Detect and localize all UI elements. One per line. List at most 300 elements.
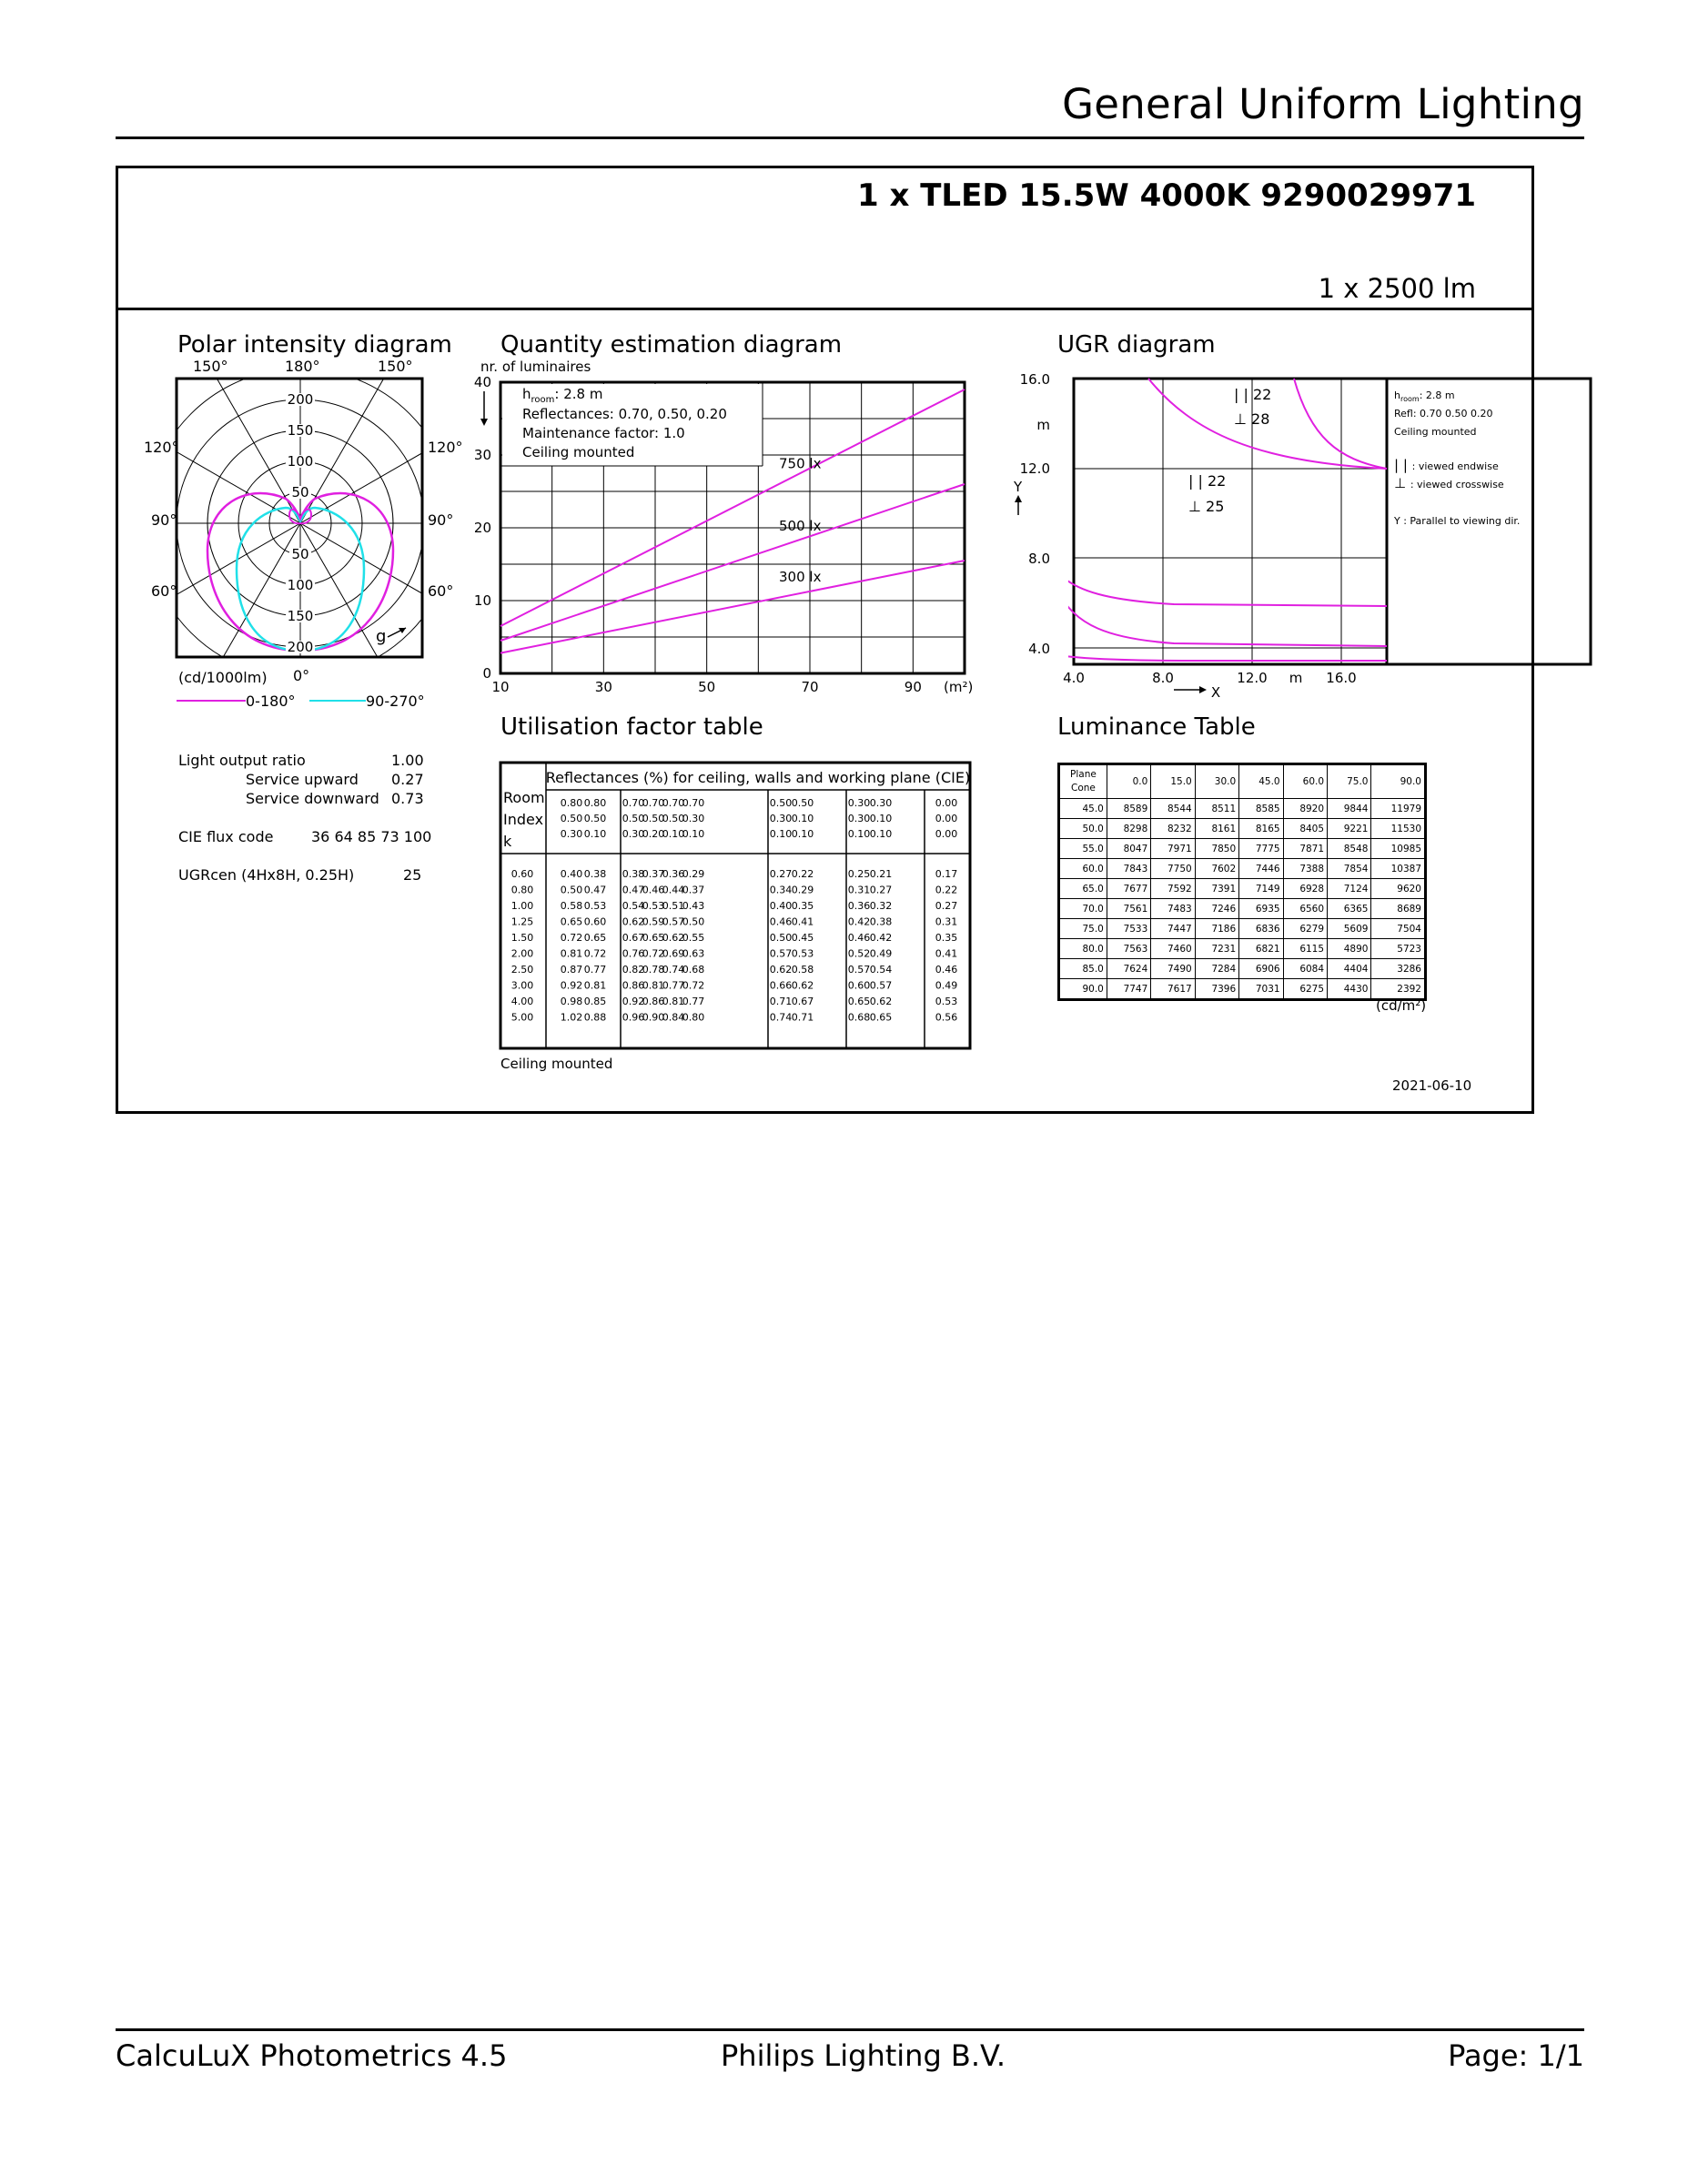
polar-diagram <box>136 355 482 719</box>
uf-cell: 0.69 <box>662 947 685 960</box>
frame-divider <box>116 308 1534 310</box>
quantity-y-tick: 0 <box>482 665 491 682</box>
polar-left-label: 60° <box>151 582 177 600</box>
luminance-cell: 8232 <box>1151 819 1195 839</box>
luminance-row <box>1059 899 1426 919</box>
uf-cell: 0.17 <box>935 868 958 880</box>
luminance-cell: 7843 <box>1107 859 1150 879</box>
uf-reflectance: 0.30 <box>560 828 583 840</box>
uf-reflectance: 0.10 <box>662 828 685 840</box>
ugr-y-tick: 16.0 <box>1019 371 1050 388</box>
luminance-cell: 6115 <box>1283 939 1327 959</box>
uf-cell: 0.71 <box>769 996 793 1007</box>
uf-reflectance: 0.30 <box>847 797 871 809</box>
luminance-cell: 8405 <box>1283 819 1327 839</box>
luminance-row <box>1059 939 1426 959</box>
info-reflectances: Reflectances: 0.70, 0.50, 0.20 <box>522 406 727 422</box>
uf-cell: 0.50 <box>769 932 793 944</box>
uf-cell: 0.81 <box>560 947 583 960</box>
ugr-x-tick: 12.0 <box>1237 670 1268 686</box>
luminance-cell: 7231 <box>1195 939 1238 959</box>
uf-cell: 1.50 <box>510 932 534 944</box>
uf-cell: 0.57 <box>847 964 871 976</box>
luminance-cell: 10985 <box>1371 839 1426 859</box>
uf-cell: 0.40 <box>560 868 583 880</box>
luminance-cell: 9844 <box>1328 799 1371 819</box>
uf-reflectance: 0.50 <box>560 813 583 824</box>
uf-cell: 0.57 <box>769 947 793 960</box>
polar-g-label: g <box>376 627 387 646</box>
report-date: 2021-06-10 <box>1392 1077 1472 1094</box>
luminance-cell: 7602 <box>1195 859 1238 879</box>
uf-cell: 0.77 <box>682 996 705 1007</box>
luminance-cell: 9620 <box>1371 879 1426 899</box>
luminance-col-header: 30.0 <box>1195 764 1238 799</box>
luminance-cell: 7447 <box>1151 919 1195 939</box>
uf-cell: 0.46 <box>769 915 793 928</box>
quantity-series-line <box>500 561 965 653</box>
uf-cell: 0.82 <box>622 964 645 976</box>
uf-reflectance: 0.30 <box>622 828 645 840</box>
luminance-cell: 6935 <box>1239 899 1283 919</box>
uf-reflectance: 0.70 <box>622 797 645 809</box>
luminance-cell: 7775 <box>1239 839 1283 859</box>
ugr-crosswise-2: ⊥ 25 <box>1188 498 1225 515</box>
uf-cell: 0.37 <box>642 868 665 880</box>
luminance-cell: 7504 <box>1371 919 1426 939</box>
uf-cell: 0.90 <box>642 1011 665 1024</box>
kv-value: 25 <box>403 866 422 884</box>
uf-cell: 0.67 <box>791 996 814 1007</box>
kv-label: UGRcen (4Hx8H, 0.25H) <box>178 866 355 884</box>
uf-cell: 0.46 <box>847 932 871 944</box>
luminance-col-header: 15.0 <box>1151 764 1195 799</box>
legend-label-0-180: 0-180° <box>246 693 296 710</box>
uf-cell: 0.80 <box>510 884 534 896</box>
ugr-legend-mount: Ceiling mounted <box>1394 426 1477 438</box>
luminance-cell: 8589 <box>1107 799 1150 819</box>
uf-reflectance: 0.30 <box>869 797 893 809</box>
footer-rule <box>116 2028 1584 2031</box>
uf-cell: 0.49 <box>935 979 958 992</box>
luminance-cell: 7850 <box>1195 839 1238 859</box>
polar-right-label: 90° <box>428 511 454 529</box>
uf-cell: 0.72 <box>642 947 665 960</box>
uf-cell: 0.72 <box>583 947 607 960</box>
info-mount: Ceiling mounted <box>522 444 635 460</box>
kv-label: Service downward <box>246 790 379 807</box>
luminance-cell: 7592 <box>1151 879 1195 899</box>
ugr-y-unit: m <box>1036 417 1050 433</box>
luminance-corner: Plane Cone <box>1059 764 1107 799</box>
polar-ring-label: 100 <box>287 577 314 593</box>
luminance-col-header: 0.0 <box>1107 764 1150 799</box>
quantity-title: Quantity estimation diagram <box>500 331 843 359</box>
product-title: 1 x TLED 15.5W 4000K 9290029971 <box>856 177 1476 214</box>
uf-cell: 0.53 <box>791 947 814 960</box>
ugr-y-axis-label: Y <box>1014 479 1023 495</box>
uf-cell: 0.86 <box>642 996 665 1007</box>
uf-cell: 0.41 <box>791 915 814 928</box>
uf-cell: 0.60 <box>510 868 534 880</box>
uf-cell: 0.77 <box>662 979 685 992</box>
luminance-cell: 8689 <box>1371 899 1426 919</box>
luminance-cell: 7750 <box>1151 859 1195 879</box>
uf-cell: 0.55 <box>682 932 705 944</box>
luminance-cell: 4404 <box>1328 959 1371 979</box>
footer-software: CalcuLuX Photometrics 4.5 <box>116 2038 508 2073</box>
polar-ring-label: 200 <box>287 391 314 408</box>
ugr-legend-crosswise: ⊥ : viewed crosswise <box>1394 475 1504 491</box>
uf-cell: 0.84 <box>662 1011 685 1024</box>
luminance-cell: 6821 <box>1239 939 1283 959</box>
quantity-series-label: 300 lx <box>779 569 822 586</box>
uf-cell: 0.80 <box>682 1011 705 1024</box>
luminance-cell: 8298 <box>1107 819 1150 839</box>
uf-reflectance: 0.50 <box>791 797 814 809</box>
luminance-cell: 75.0 <box>1059 919 1107 939</box>
uf-cell: 0.52 <box>847 947 871 960</box>
uf-cell: 0.32 <box>869 900 893 912</box>
luminance-cell: 5609 <box>1328 919 1371 939</box>
uf-cell: 0.42 <box>847 915 871 928</box>
ugr-crosswise-1: ⊥ 28 <box>1234 410 1270 428</box>
ugr-x-tick: 16.0 <box>1326 670 1357 686</box>
luminance-cell: 50.0 <box>1059 819 1107 839</box>
info-hroom: $h_{room}$: 2.8 m <box>522 386 603 405</box>
uf-reflectance: 0.50 <box>583 813 607 824</box>
uf-cell: 4.00 <box>510 996 534 1007</box>
luminance-cell: 6928 <box>1283 879 1327 899</box>
uf-cell: 0.21 <box>869 868 893 880</box>
luminance-cell: 11979 <box>1371 799 1426 819</box>
uf-cell: 2.50 <box>510 964 534 976</box>
luminance-row <box>1059 859 1426 879</box>
ugr-legend-endwise: | | : viewed endwise <box>1394 457 1499 473</box>
uf-cell: 0.36 <box>847 900 871 912</box>
uf-reflectance: 0.10 <box>791 828 814 840</box>
uf-cell: 0.47 <box>622 884 645 896</box>
uf-cell: 0.81 <box>583 979 607 992</box>
uf-cell: 0.27 <box>869 884 893 896</box>
luminance-cell: 7460 <box>1151 939 1195 959</box>
ugr-legend-refl: Refl: 0.70 0.50 0.20 <box>1394 408 1493 420</box>
uf-cell: 1.00 <box>510 900 534 912</box>
polar-right-label: 60° <box>428 582 454 600</box>
uf-cell: 0.98 <box>560 996 583 1007</box>
luminance-cell: 55.0 <box>1059 839 1107 859</box>
uf-room-label: k <box>503 833 512 850</box>
luminance-cell: 5723 <box>1371 939 1426 959</box>
uf-cell: 3.00 <box>510 979 534 992</box>
lumen-output: 1 x 2500 lm <box>1318 273 1476 304</box>
ugr-legend-parallel: Y : Parallel to viewing dir. <box>1394 515 1521 527</box>
uf-reflectance: 0.30 <box>682 813 705 824</box>
uf-cell: 0.38 <box>622 868 645 880</box>
luminance-row <box>1059 919 1426 939</box>
uf-cell: 0.56 <box>935 1011 958 1024</box>
uf-reflectance: 0.30 <box>769 813 793 824</box>
luminance-cell: 3286 <box>1371 959 1426 979</box>
uf-reflectance: 0.50 <box>769 797 793 809</box>
luminance-cell: 10387 <box>1371 859 1426 879</box>
uf-cell: 0.45 <box>791 932 814 944</box>
luminance-cell: 7246 <box>1195 899 1238 919</box>
uf-reflectance: 0.10 <box>869 828 893 840</box>
luminance-cell: 6836 <box>1239 919 1283 939</box>
uf-cell: 0.92 <box>622 996 645 1007</box>
luminance-cell: 7490 <box>1151 959 1195 979</box>
luminance-header-row <box>1059 764 1426 799</box>
ugr-curve <box>1057 571 1387 606</box>
ugr-chart <box>1010 364 1521 701</box>
uf-cell: 0.65 <box>869 1011 893 1024</box>
uf-reflectance: 0.70 <box>682 797 705 809</box>
luminance-cell: 8047 <box>1107 839 1150 859</box>
polar-ring-label: 150 <box>287 608 314 624</box>
kv-value: 36 64 85 73 100 <box>311 828 432 845</box>
uf-cell: 0.62 <box>869 996 893 1007</box>
luminance-cell: 7561 <box>1107 899 1150 919</box>
polar-ring-label: 100 <box>287 453 314 470</box>
uf-cell: 0.57 <box>662 915 685 928</box>
uf-cell: 0.71 <box>791 1011 814 1024</box>
uf-reflectance: 0.00 <box>935 828 958 840</box>
polar-zero-label: 0° <box>293 667 310 684</box>
uf-reflectance: 0.00 <box>935 813 958 824</box>
uf-cell: 0.50 <box>560 884 583 896</box>
uf-cell: 0.86 <box>622 979 645 992</box>
polar-ring-label: 150 <box>287 422 314 439</box>
polar-left-label: 90° <box>151 511 177 529</box>
quantity-y-tick: 10 <box>473 592 491 609</box>
uf-cell: 0.31 <box>935 915 958 928</box>
uf-reflectance: 0.30 <box>847 813 871 824</box>
uf-cell: 0.66 <box>769 979 793 992</box>
uf-reflectance: 0.20 <box>642 828 665 840</box>
uf-cell: 0.54 <box>622 900 645 912</box>
uf-cell: 0.34 <box>769 884 793 896</box>
ugr-curve <box>1057 655 1387 661</box>
uf-cell: 0.92 <box>560 979 583 992</box>
luminance-cell: 7871 <box>1283 839 1327 859</box>
uf-cell: 0.36 <box>662 868 685 880</box>
footer-page: Page: 1/1 <box>1448 2038 1584 2073</box>
kv-label: CIE flux code <box>178 828 274 845</box>
luminance-cell: 7124 <box>1328 879 1371 899</box>
uf-cell: 0.46 <box>935 964 958 976</box>
polar-ring-label: 50 <box>291 546 309 562</box>
uf-cell: 0.38 <box>583 868 607 880</box>
uf-cell: 0.53 <box>935 996 958 1007</box>
luminance-cell: 4430 <box>1328 979 1371 1000</box>
legend-label-90-270: 90-270° <box>366 693 425 710</box>
uf-header: Reflectances (%) for ceiling, walls and working plane (CIE) <box>545 769 971 786</box>
kv-value: 0.73 <box>391 790 424 807</box>
luminance-cell: 7388 <box>1283 859 1327 879</box>
uf-cell: 0.85 <box>583 996 607 1007</box>
kv-label: Light output ratio <box>178 752 306 769</box>
quantity-y-tick: 40 <box>473 374 491 390</box>
uf-cell: 0.72 <box>560 932 583 944</box>
uf-cell: 0.40 <box>769 900 793 912</box>
polar-top-label: 150° <box>378 358 413 375</box>
luminance-cell: 7971 <box>1151 839 1195 859</box>
uf-reflectance: 0.10 <box>769 828 793 840</box>
uf-cell: 0.87 <box>560 964 583 976</box>
uf-cell: 0.31 <box>847 884 871 896</box>
luminance-cell: 85.0 <box>1059 959 1107 979</box>
polar-left-label: 120° <box>144 439 179 456</box>
utilisation-title: Utilisation factor table <box>500 713 763 741</box>
polar-ring-label: 50 <box>291 484 309 500</box>
ugr-x-axis-label: X <box>1210 684 1221 701</box>
uf-reflectance: 0.70 <box>662 797 685 809</box>
luminance-row <box>1059 879 1426 899</box>
luminance-col-header: 90.0 <box>1371 764 1426 799</box>
uf-reflectance: 0.10 <box>869 813 893 824</box>
luminance-cell: 7186 <box>1195 919 1238 939</box>
luminance-cell: 60.0 <box>1059 859 1107 879</box>
uf-cell: 0.74 <box>769 1011 793 1024</box>
uf-cell: 2.00 <box>510 947 534 960</box>
uf-cell: 0.22 <box>935 884 958 896</box>
uf-cell: 1.02 <box>560 1011 583 1024</box>
page-header-title: General Uniform Lighting <box>1062 80 1584 128</box>
luminance-title: Luminance Table <box>1057 713 1256 741</box>
uf-reflectance: 0.10 <box>847 828 871 840</box>
quantity-y-tick: 20 <box>473 520 491 536</box>
uf-cell: 0.41 <box>935 947 958 960</box>
luminance-cell: 2392 <box>1371 979 1426 1000</box>
quantity-y-tick: 30 <box>473 447 491 463</box>
uf-cell: 0.76 <box>622 947 645 960</box>
luminance-cell: 7624 <box>1107 959 1150 979</box>
ugr-legend-hroom: $h_{room}$: 2.8 m <box>1394 389 1455 403</box>
uf-cell: 0.44 <box>662 884 685 896</box>
luminance-cell: 65.0 <box>1059 879 1107 899</box>
quantity-chart <box>473 373 983 701</box>
uf-reflectance: 0.50 <box>622 813 645 824</box>
luminance-cell: 7149 <box>1239 879 1283 899</box>
quantity-series-label: 750 lx <box>779 455 822 472</box>
ugr-x-arrowhead <box>1199 686 1207 693</box>
luminance-cell: 8548 <box>1328 839 1371 859</box>
luminance-cell: 7747 <box>1107 979 1150 1000</box>
luminance-cell: 7677 <box>1107 879 1150 899</box>
uf-cell: 0.77 <box>583 964 607 976</box>
luminance-cell: 7617 <box>1151 979 1195 1000</box>
uf-cell: 0.65 <box>847 996 871 1007</box>
x-unit: (m²) <box>944 679 974 695</box>
polar-right-label: 120° <box>428 439 463 456</box>
uf-cell: 0.81 <box>662 996 685 1007</box>
luminance-cell: 9221 <box>1328 819 1371 839</box>
uf-reflectance: 0.10 <box>682 828 705 840</box>
ugr-y-tick: 8.0 <box>1028 551 1050 567</box>
quantity-x-tick: 30 <box>594 679 612 695</box>
uf-cell: 0.38 <box>869 915 893 928</box>
uf-cell: 0.29 <box>791 884 814 896</box>
luminance-cell: 90.0 <box>1059 979 1107 1000</box>
uf-cell: 0.50 <box>682 915 705 928</box>
uf-cell: 0.58 <box>560 900 583 912</box>
quantity-y-label: nr. of luminaires <box>480 359 591 375</box>
uf-cell: 0.78 <box>642 964 665 976</box>
kv-value: 1.00 <box>391 752 424 769</box>
luminance-cell: 80.0 <box>1059 939 1107 959</box>
luminance-cell: 6084 <box>1283 959 1327 979</box>
uf-reflectance: 0.50 <box>642 813 665 824</box>
quantity-x-tick: 90 <box>904 679 922 695</box>
luminance-cell: 7563 <box>1107 939 1150 959</box>
uf-cell: 0.59 <box>642 915 665 928</box>
luminance-col-header: 75.0 <box>1328 764 1371 799</box>
uf-room-label: Room <box>503 789 545 806</box>
y-arrowhead <box>480 419 488 426</box>
luminance-cell: 45.0 <box>1059 799 1107 819</box>
luminance-cell: 6365 <box>1328 899 1371 919</box>
luminance-cell: 6906 <box>1239 959 1283 979</box>
uf-cell: 0.53 <box>642 900 665 912</box>
polar-title: Polar intensity diagram <box>177 331 452 359</box>
uf-cell: 0.35 <box>935 932 958 944</box>
uf-cell: 5.00 <box>510 1011 534 1024</box>
uf-cell: 0.49 <box>869 947 893 960</box>
uf-cell: 0.65 <box>560 915 583 928</box>
ugr-title: UGR diagram <box>1057 331 1216 359</box>
luminance-cell: 6560 <box>1283 899 1327 919</box>
uf-cell: 0.27 <box>935 900 958 912</box>
ugr-curve <box>1294 379 1387 469</box>
luminance-cell: 7396 <box>1195 979 1238 1000</box>
uf-cell: 0.54 <box>869 964 893 976</box>
uf-cell: 0.57 <box>869 979 893 992</box>
ugr-y-tick: 4.0 <box>1028 641 1050 657</box>
uf-reflectance: 0.80 <box>560 797 583 809</box>
ugr-plot-border <box>1074 379 1387 664</box>
polar-unit: (cd/1000lm) <box>178 669 268 686</box>
uf-cell: 0.51 <box>662 900 685 912</box>
luminance-cell: 6275 <box>1283 979 1327 1000</box>
uf-reflectance: 0.00 <box>935 797 958 809</box>
uf-room-label: Index <box>503 811 544 828</box>
uf-cell: 0.53 <box>583 900 607 912</box>
uf-cell: 0.47 <box>583 884 607 896</box>
luminance-cell: 70.0 <box>1059 899 1107 919</box>
luminance-cell: 8161 <box>1195 819 1238 839</box>
ugr-x-unit: m <box>1289 670 1303 686</box>
polar-top-label: 180° <box>285 358 320 375</box>
luminance-cell: 8511 <box>1195 799 1238 819</box>
uf-cell: 0.65 <box>642 932 665 944</box>
uf-cell: 0.60 <box>583 915 607 928</box>
uf-cell: 0.68 <box>847 1011 871 1024</box>
luminance-row <box>1059 959 1426 979</box>
luminance-cell: 11530 <box>1371 819 1426 839</box>
luminance-cell: 8544 <box>1151 799 1195 819</box>
luminance-table <box>1057 763 1427 1001</box>
footer-company: Philips Lighting B.V. <box>721 2038 1006 2073</box>
uf-cell: 0.62 <box>791 979 814 992</box>
luminance-cell: 6279 <box>1283 919 1327 939</box>
luminance-cell: 7391 <box>1195 879 1238 899</box>
uf-cell: 0.62 <box>662 932 685 944</box>
uf-cell: 0.46 <box>642 884 665 896</box>
uf-cell: 0.65 <box>583 932 607 944</box>
kv-value: 0.27 <box>391 771 424 788</box>
uf-cell: 0.67 <box>622 932 645 944</box>
